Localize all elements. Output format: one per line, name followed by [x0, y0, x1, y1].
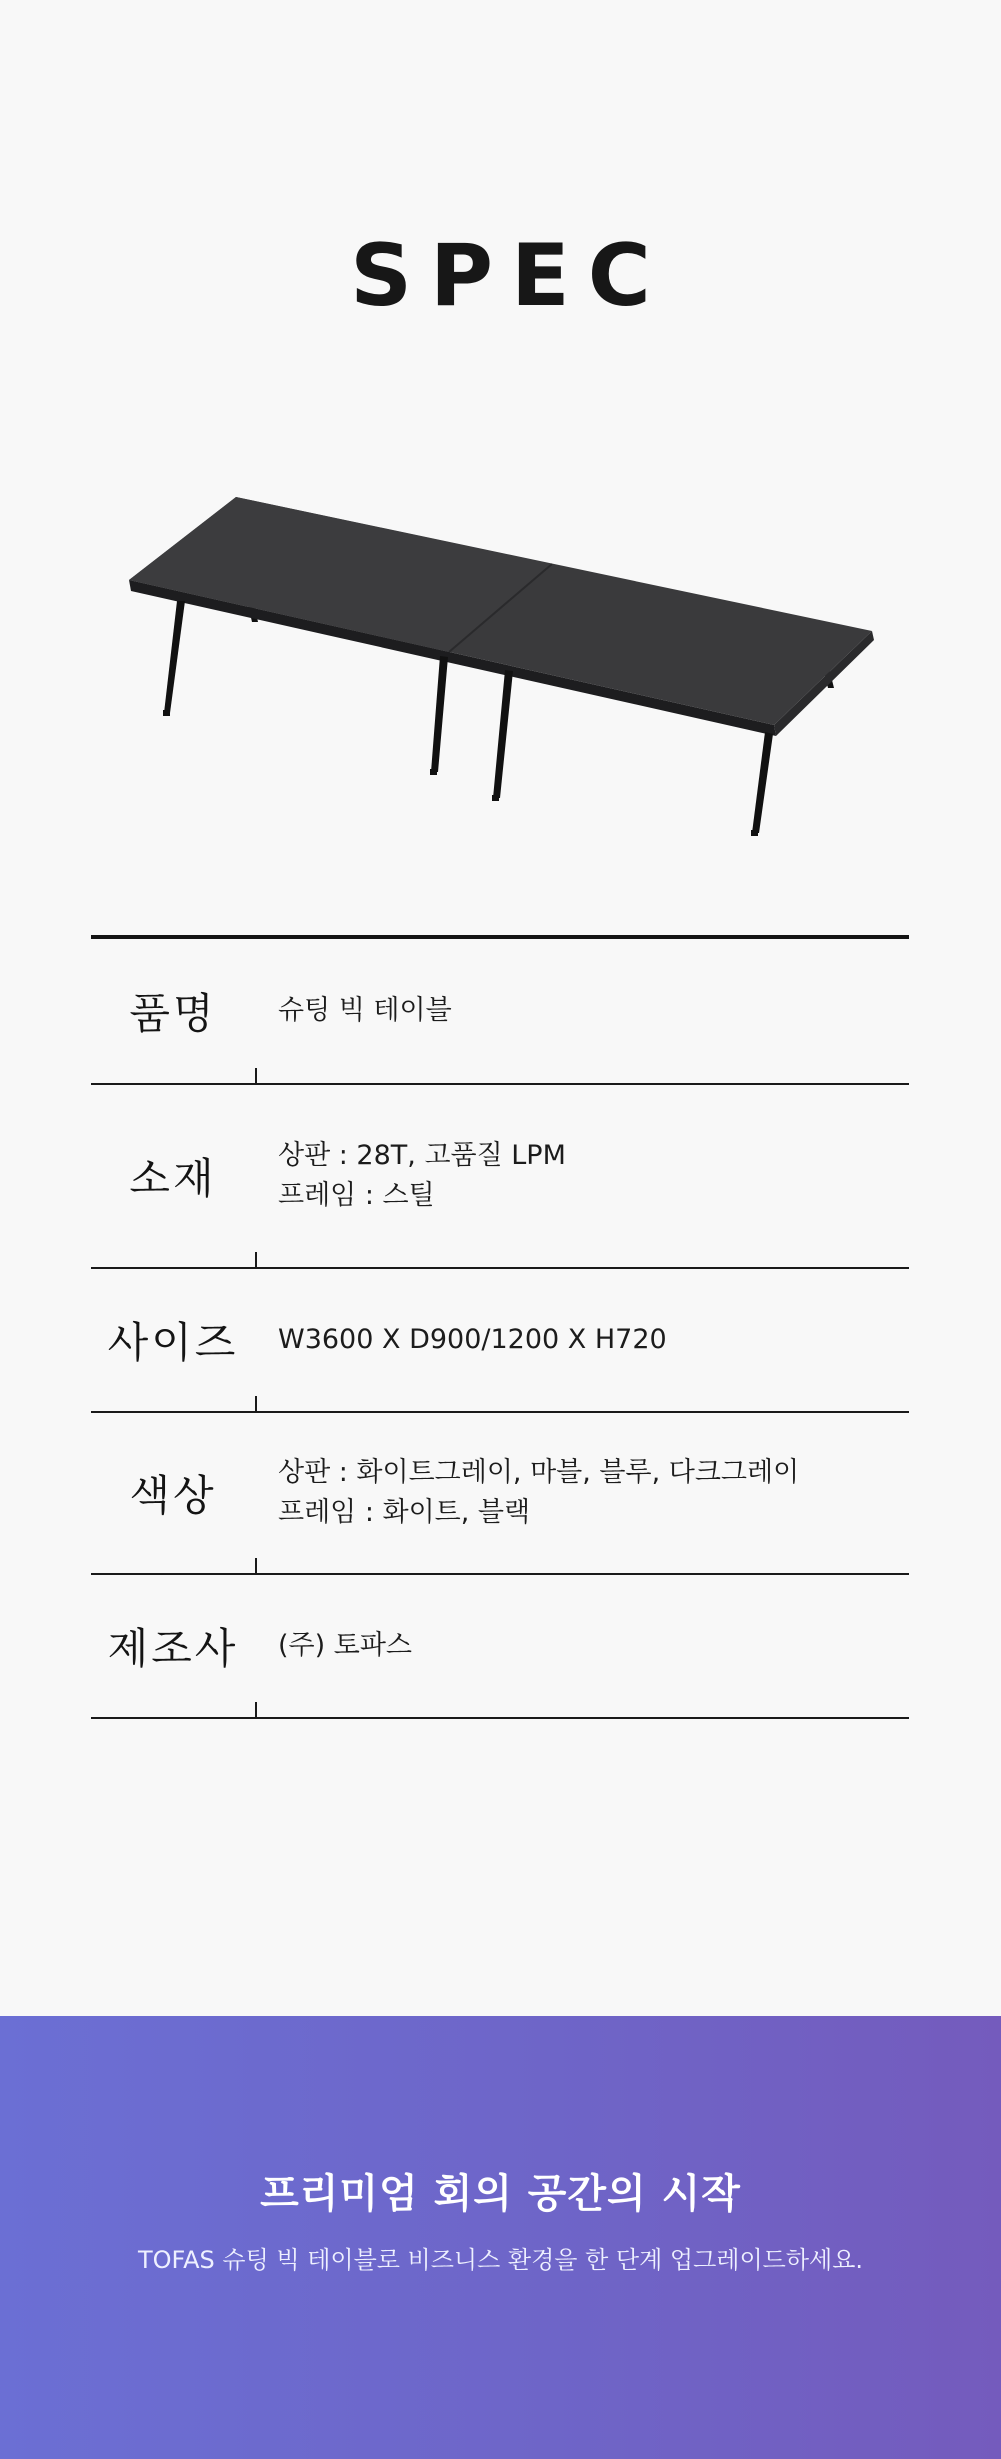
spec-table	[91, 935, 909, 1719]
spec-value-line: 상판 : 28T, 고품질 LPM	[278, 1140, 566, 1171]
spec-label: 색상	[129, 1471, 217, 1520]
spec-value-line: W3600 X D900/1200 X H720	[278, 1324, 667, 1355]
spec-value-line: 프레임 : 스틸	[278, 1180, 435, 1211]
spec-row-manufacturer	[91, 1575, 909, 1719]
spec-value-line: 상판 : 화이트그레이, 마블, 블루, 다크그레이	[278, 1457, 800, 1488]
row-divider-tick	[255, 1252, 257, 1267]
promo-banner	[0, 2016, 1001, 2459]
spec-value	[278, 1269, 909, 1411]
row-divider-tick	[255, 1068, 257, 1083]
spec-value-line: (주) 토파스	[278, 1630, 412, 1661]
banner-title: 프리미엄 회의 공간의 시작	[260, 2171, 741, 2217]
spec-label: 사이즈	[107, 1318, 239, 1367]
row-divider-tick	[255, 1702, 257, 1717]
spec-row-product-name	[91, 939, 909, 1085]
spec-value	[278, 1575, 909, 1717]
spec-row-color	[91, 1413, 909, 1575]
spec-label: 제조사	[107, 1624, 239, 1673]
spec-row-size	[91, 1269, 909, 1413]
spec-title: SPEC	[350, 226, 669, 326]
spec-label: 소재	[129, 1154, 217, 1203]
spec-label: 품명	[129, 989, 217, 1038]
banner-subtitle: TOFAS 슈팅 빅 테이블로 비즈니스 환경을 한 단계 업그레이드하세요.	[137, 2246, 864, 2274]
spec-row-material	[91, 1085, 909, 1269]
spec-value	[278, 1085, 909, 1267]
product-image	[110, 480, 890, 850]
spec-value	[278, 939, 909, 1083]
row-divider-tick	[255, 1396, 257, 1411]
spec-value-line: 프레임 : 화이트, 블랙	[278, 1497, 531, 1528]
spec-value	[278, 1413, 909, 1573]
row-divider-tick	[255, 1558, 257, 1573]
spec-value-line: 슈팅 빅 테이블	[278, 995, 452, 1026]
